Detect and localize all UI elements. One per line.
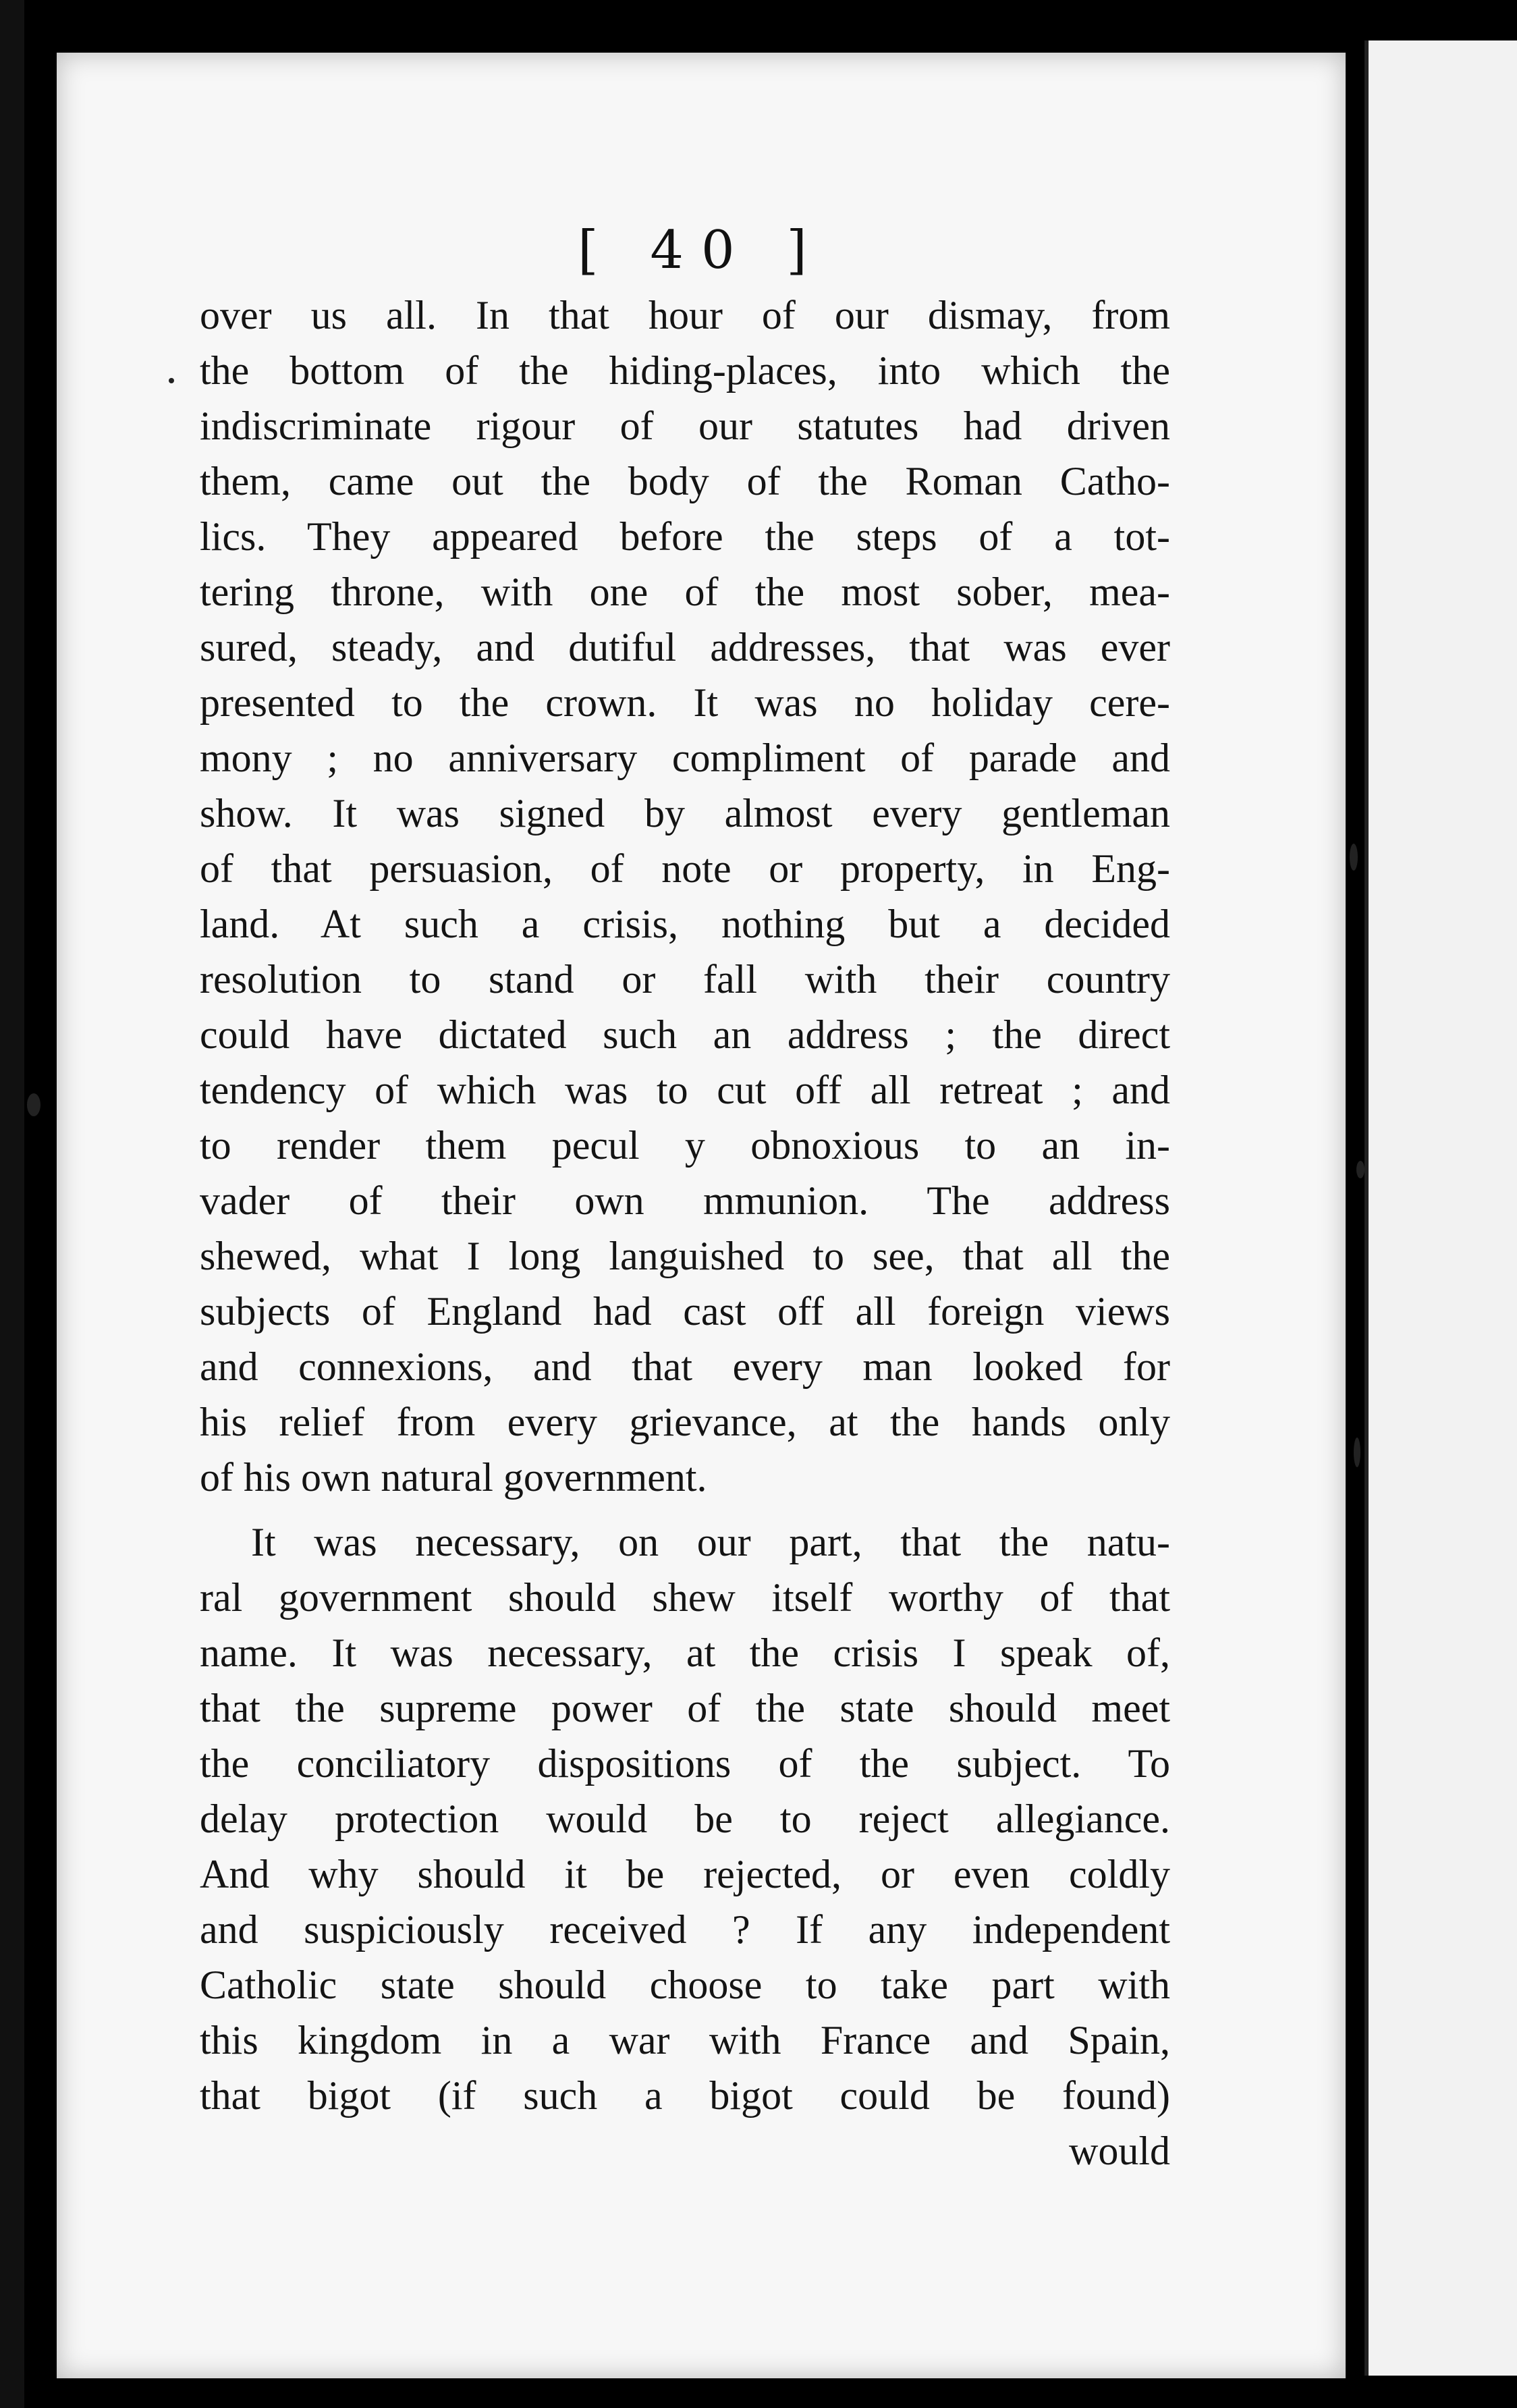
page-text (200, 288, 1170, 2179)
text-line: that bigot (if such a bigot could be found) (200, 2073, 1170, 2118)
text-line: the bottom of the hiding-places, into which the (200, 348, 1170, 393)
ink-speck (27, 1093, 40, 1116)
ink-speck (1350, 844, 1358, 871)
ink-speck (169, 378, 174, 383)
text-line: vader of their own mmunion. The address (200, 1178, 1170, 1223)
text-line: Catholic state should choose to take part with (200, 1963, 1170, 2007)
adjacent-page-edge (1364, 40, 1517, 2376)
text-line: presented to the crown. It was no holiday cere- (200, 680, 1170, 725)
text-line: over us all. In that hour of our dismay, from (200, 293, 1170, 337)
text-line: his relief from every grievance, at the hands only (200, 1400, 1170, 1444)
text-line: sured, steady, and dutiful addresses, that was ever (200, 625, 1170, 669)
text-line: shewed, what I long languished to see, that all the (200, 1234, 1170, 1278)
text-line: tering throne, with one of the most sober, mea- (200, 570, 1170, 614)
text-line: delay protection would be to reject allegiance. (200, 1797, 1170, 1841)
text-line: to render them pecul y obnoxious to an in- (200, 1123, 1170, 1168)
text-line: It was necessary, on our part, that the natu- (251, 1520, 1170, 1564)
text-line: land. At such a crisis, nothing but a decided (200, 902, 1170, 946)
text-line: could have dictated such an address ; the direct (200, 1012, 1170, 1057)
text-line: and connexions, and that every man looked for (200, 1344, 1170, 1389)
text-line: them, came out the body of the Roman Catho- (200, 459, 1170, 503)
catchword: would (1069, 2129, 1170, 2173)
page-number: [ 40 ] (578, 220, 825, 281)
text-line: resolution to stand or fall with their country (200, 957, 1170, 1002)
text-line: show. It was signed by almost every gentleman (200, 791, 1170, 836)
text-line: of that persuasion, of note or property, in Eng- (200, 846, 1170, 891)
text-line: name. It was necessary, at the crisis I speak of, (200, 1631, 1170, 1675)
ink-speck (1354, 1438, 1360, 1467)
text-line: and suspiciously received ? If any independent (200, 1907, 1170, 1952)
text-line: that the supreme power of the state should meet (200, 1686, 1170, 1730)
text-line: ral government should shew itself worthy of that (200, 1575, 1170, 1620)
text-line: tendency of which was to cut off all retreat ; and (200, 1068, 1170, 1112)
text-line: of his own natural government. (200, 1455, 707, 1500)
text-line: the conciliatory dispositions of the subject. To (200, 1741, 1170, 1786)
ink-speck (1356, 1161, 1364, 1178)
text-line: And why should it be rejected, or even coldly (200, 1852, 1170, 1896)
text-line: mony ; no anniversary compliment of parade and (200, 736, 1170, 780)
text-line: lics. They appeared before the steps of a tot- (200, 514, 1170, 559)
text-line: this kingdom in a war with France and Spain, (200, 2018, 1170, 2062)
text-line: subjects of England had cast off all foreign views (200, 1289, 1170, 1334)
binding-shadow (0, 0, 24, 2408)
text-line: indiscriminate rigour of our statutes had driven (200, 404, 1170, 448)
